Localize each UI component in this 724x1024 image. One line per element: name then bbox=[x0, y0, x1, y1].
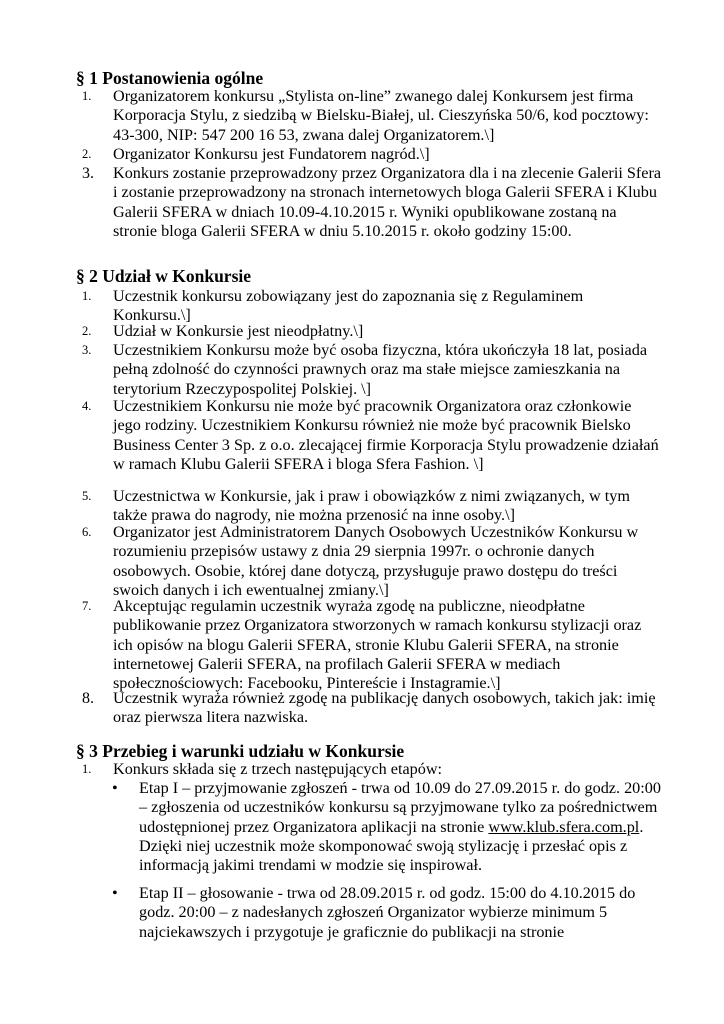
list-number: 2. bbox=[82, 324, 92, 338]
list-number: 4. bbox=[82, 399, 92, 413]
list-item bbox=[82, 523, 662, 600]
bullet-item bbox=[111, 884, 663, 942]
list-number: 1. bbox=[82, 762, 92, 776]
list-text: Uczestnictwa w Konkursie, jak i praw i obowiązków z nimi związanych, w tym także prawa do nagrody, nie można przenosić na inne osoby.\] bbox=[113, 487, 630, 525]
list-item bbox=[82, 322, 662, 341]
bullet-text-part: . Dzięki niej uczestnik może skomponować swoją stylizację i przesłać opis z informacją jakimi trendami w modzie się inspirował. bbox=[139, 817, 644, 875]
list-text: Uczestnik wyraża również zgodę na publikację danych osobowych, takich jak: imię oraz pierwsza litera nazwiska. bbox=[113, 689, 656, 727]
list-number: 3. bbox=[82, 165, 94, 182]
list-text: Konkurs składa się z trzech następujących etapów: bbox=[113, 760, 443, 778]
list-text: Akceptując regulamin uczestnik wyraża zgodę na publiczne, nieodpłatne publikowanie przez Organizatora stworzonych w ramach konkursu stylizacji oraz ich opisów na blogu Galerii SFERA, stronie Klubu Galerii SFERA, na stronie internetowej Galerii SFERA, na profilach Galerii SFERA w mediach społecznościowych: Facebooku, Pintereście i Instagramie.\] bbox=[113, 597, 642, 693]
list-item bbox=[82, 287, 662, 326]
bullet-text bbox=[139, 779, 663, 875]
list-text: Organizator Konkursu jest Fundatorem nagród.\] bbox=[113, 145, 430, 163]
list-text: Organizator jest Administratorem Danych Osobowych Uczestników Konkursu w rozumieniu przepisów ustawy z dnia 29 sierpnia 1997r. o ochronie danych osobowych. Osobie, której dane dotyczą, przysługuje prawo dostępu do treści swoich danych i ich ewentualnej zmiany.\] bbox=[113, 523, 639, 599]
list-item bbox=[82, 341, 662, 399]
list-item bbox=[82, 87, 662, 145]
list-item bbox=[82, 597, 662, 693]
list-text: Uczestnik konkursu zobowiązany jest do zapoznania się z Regulaminem Konkursu.\] bbox=[113, 287, 584, 325]
list-number: 6. bbox=[82, 525, 92, 539]
list-number: 8. bbox=[82, 690, 94, 707]
bullet-item bbox=[111, 779, 663, 875]
bullet-icon: • bbox=[112, 884, 118, 902]
section-2-title: § 2 Udział w Konkursie bbox=[76, 266, 252, 286]
list-number: 3. bbox=[82, 343, 92, 357]
list-text: Organizatorem konkursu „Stylista on-line” zwanego dalej Konkursem jest firma Korporacja Stylu, z siedzibą w Bielsku-Białej, ul. Cieszyńska 50/6, kod pocztowy: 43-300, NIP: 547 200 16 53, zwana dalej Organizatorem.\] bbox=[113, 87, 649, 144]
bullet-text-part: Etap I – przyjmowanie zgłoszeń - trwa od 10.09 do 27.09.2015 r. do godz. 20:00 – zgłoszenia od uczestników konkursu są przyjmowane tylko za pośrednictwem udostępnionej przez Organizatora aplikacji na stronie bbox=[139, 779, 661, 836]
list-text: Konkurs zostanie przeprowadzony przez Organizatora dla i na zlecenie Galerii Sfera i zostanie przeprowadzony na stronach internetowych bloga Galerii SFERA i Klubu Galerii SFERA w dniach 10.09-4.10.2015 r. Wyniki opublikowane zostaną na stronie bloga Galerii SFERA w dniu 5.10.2015 r. około godziny 15:00. bbox=[113, 164, 662, 240]
list-item bbox=[82, 397, 662, 474]
list-text: Uczestnikiem Konkursu może być osoba fizyczna, która ukończyła 18 lat, posiada pełną zdolność do czynności prawnych oraz ma stałe miejsce zamieszkania na terytorium Rzeczypospolitej Polskiej. \] bbox=[113, 341, 648, 398]
list-number: 7. bbox=[82, 599, 92, 613]
list-number: 5. bbox=[82, 489, 92, 503]
list-text: Uczestnikiem Konkursu nie może być pracownik Organizatora oraz członkowie jego rodziny. Uczestnikiem Konkursu również nie może być pracownik Bielsko Business Center 3 Sp. z o.o. zlecającej firmie Korporacja Stylu prowadzenie działań w ramach Klubu Galerii SFERA i bloga Sfera Fashion. \] bbox=[113, 397, 659, 473]
list-item bbox=[82, 145, 662, 164]
section-1-title: § 1 Postanowienia ogólne bbox=[76, 68, 264, 88]
list-text: Udział w Konkursie jest nieodpłatny.\] bbox=[113, 322, 364, 340]
list-item bbox=[82, 760, 662, 779]
bullet-icon: • bbox=[112, 779, 118, 797]
list-item bbox=[82, 689, 662, 728]
list-number: 1. bbox=[82, 89, 92, 103]
list-item bbox=[82, 487, 662, 526]
klub-sfera-link[interactable]: www.klub.sfera.com.pl bbox=[488, 817, 640, 836]
bullet-text: Etap II – głosowanie - trwa od 28.09.2015 r. od godz. 15:00 do 4.10.2015 do godz. 20:00 – z nadesłanych zgłoszeń Organizator wybierze minimum 5 najciekawszych i przygotuje je graficznie do publikacji na stronie bbox=[139, 884, 636, 941]
list-number: 1. bbox=[82, 289, 92, 303]
list-item bbox=[82, 164, 662, 241]
list-number: 2. bbox=[82, 147, 92, 161]
section-3-title: § 3 Przebieg i warunki udziału w Konkursie bbox=[76, 741, 405, 761]
